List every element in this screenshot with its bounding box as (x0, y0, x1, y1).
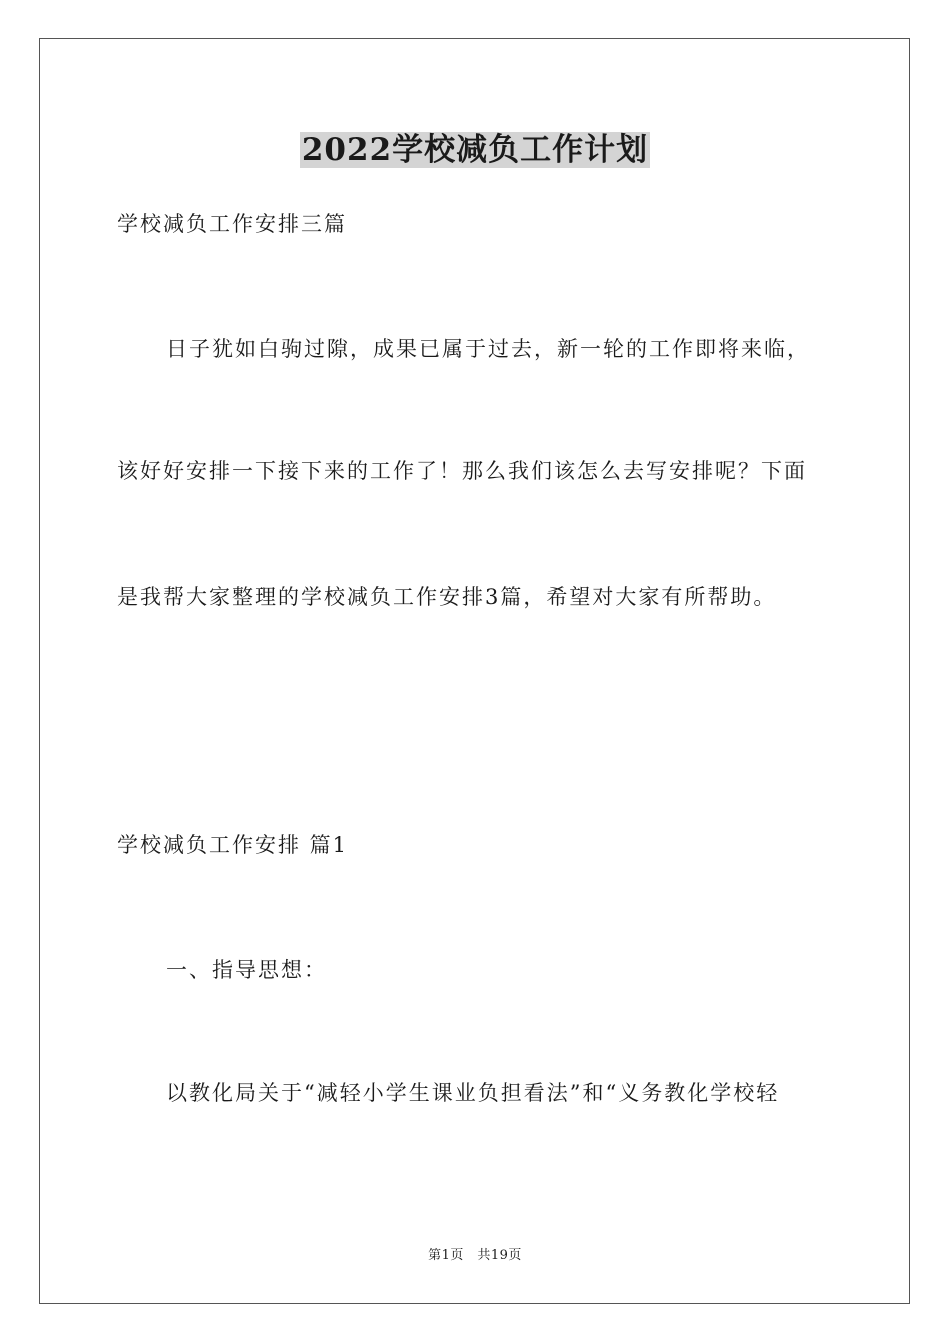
document-subtitle: 学校减负工作安排三篇 (117, 212, 347, 236)
subsection-heading: 一、指导思想： (166, 958, 327, 982)
document-title (0, 128, 950, 172)
body-paragraph-line: 以教化局关于“减轻小学生课业负担看法”和“义务教化学校轻 (166, 1081, 780, 1105)
document-title-text: 2022学校减负工作计划 (301, 132, 649, 168)
page-footer: 第1页 共19页 (428, 1248, 522, 1263)
intro-line-2: 该好好安排一下接下来的工作了！那么我们该怎么去写安排呢？下面 (117, 459, 807, 483)
intro-line-1: 日子犹如白驹过隙，成果已属于过去，新一轮的工作即将来临， (166, 337, 810, 361)
intro-line-3: 是我帮大家整理的学校减负工作安排3篇，希望对大家有所帮助。 (117, 585, 777, 609)
section-heading: 学校减负工作安排 篇1 (117, 833, 349, 857)
